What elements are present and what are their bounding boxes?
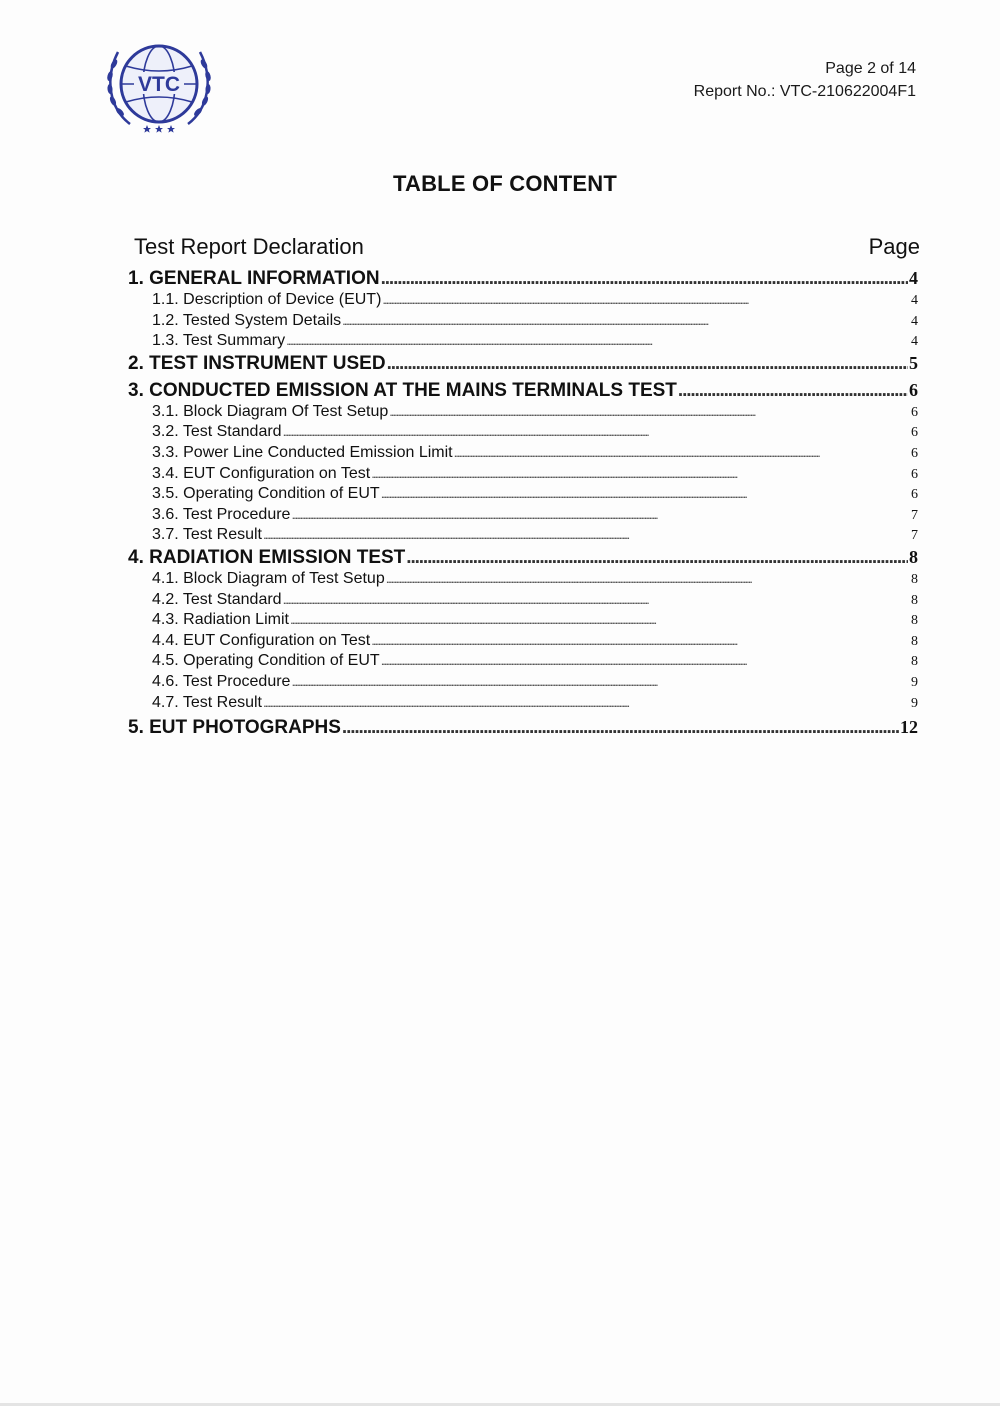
toc-item-label: 1.1. Description of Device (EUT) — [152, 291, 382, 308]
toc-item-page: 8 — [911, 654, 918, 670]
dot-leader — [389, 402, 910, 423]
toc-item-label: 4.7. Test Result — [152, 693, 262, 711]
toc-item[interactable] — [128, 525, 918, 546]
page-number: Page 2 of 14 — [825, 60, 916, 77]
dot-leader — [678, 379, 908, 402]
toc-item-page: 6 — [911, 466, 918, 482]
dot-leader — [381, 651, 910, 672]
dot-leader — [381, 267, 908, 290]
toc-item[interactable] — [128, 290, 918, 311]
toc-item-page: 7 — [911, 528, 918, 544]
toc-item[interactable] — [128, 631, 918, 652]
toc-item-page: 4 — [911, 334, 918, 350]
toc-item-page: 7 — [911, 507, 918, 523]
toc-item[interactable] — [128, 590, 918, 611]
toc-item-page: 6 — [911, 425, 918, 441]
report-number: Report No.: VTC-210622004F1 — [693, 83, 916, 100]
toc-section-page: 5 — [909, 352, 918, 373]
toc-item-label: 1.3. Test Summary — [152, 332, 286, 350]
dot-leader — [382, 290, 910, 311]
dot-leader — [371, 464, 910, 485]
toc-item-page: 4 — [911, 293, 918, 308]
toc-item[interactable] — [128, 311, 918, 332]
toc-item-page: 6 — [911, 487, 918, 503]
table-of-contents — [128, 267, 918, 739]
dot-leader — [342, 716, 899, 739]
toc-item-label: 4.3. Radiation Limit — [152, 611, 289, 629]
toc-section[interactable] — [128, 352, 918, 375]
toc-section-page: 8 — [909, 546, 918, 567]
toc-section-page: 4 — [909, 268, 918, 288]
toc-item-label: 4.5. Operating Condition of EUT — [152, 652, 380, 670]
toc-item-label: 4.6. Test Procedure — [152, 672, 291, 690]
toc-section-label: 5. EUT PHOTOGRAPHS — [128, 717, 341, 739]
dot-leader — [283, 422, 910, 443]
toc-item-page: 6 — [911, 404, 918, 420]
toc-item-label: 3.4. EUT Configuration on Test — [152, 464, 371, 482]
dot-leader — [283, 590, 910, 611]
toc-item[interactable] — [128, 484, 918, 505]
dot-leader — [263, 525, 910, 546]
dot-leader — [291, 505, 910, 526]
toc-section-label: 3. CONDUCTED EMISSION AT THE MAINS TERMINALS TEST — [128, 379, 677, 401]
toc-item-page: 9 — [911, 695, 918, 711]
dot-leader — [263, 693, 910, 714]
toc-header — [134, 234, 920, 260]
toc-header-left: Test Report Declaration — [134, 234, 364, 259]
dot-leader — [387, 352, 908, 375]
dot-leader — [342, 311, 910, 332]
dot-leader — [371, 631, 910, 652]
star-icon — [143, 125, 175, 133]
toc-item-label: 4.1. Block Diagram of Test Setup — [152, 569, 385, 587]
toc-item-label: 3.3. Power Line Conducted Emission Limit — [152, 443, 453, 461]
toc-item[interactable] — [128, 651, 918, 672]
toc-header-right: Page — [868, 234, 920, 259]
toc-section-page: 12 — [900, 717, 918, 738]
toc-item[interactable] — [128, 422, 918, 443]
dot-leader — [386, 569, 910, 590]
toc-section-label: 4. RADIATION EMISSION TEST — [128, 546, 406, 568]
toc-section[interactable] — [128, 267, 918, 290]
toc-section-label: 1. GENERAL INFORMATION — [128, 268, 380, 289]
toc-item[interactable] — [128, 672, 918, 693]
toc-section[interactable] — [128, 546, 918, 569]
toc-item-label: 3.1. Block Diagram Of Test Setup — [152, 402, 389, 420]
toc-item[interactable] — [128, 443, 918, 464]
toc-item-label: 3.6. Test Procedure — [152, 505, 291, 523]
toc-item[interactable] — [128, 610, 918, 631]
toc-item-label: 3.5. Operating Condition of EUT — [152, 485, 380, 503]
toc-section[interactable] — [128, 379, 918, 402]
toc-item-page: 4 — [911, 313, 918, 329]
dot-leader — [290, 610, 910, 631]
dot-leader — [406, 546, 908, 569]
toc-item-label: 3.2. Test Standard — [152, 423, 282, 441]
toc-item-label: 1.2. Tested System Details — [152, 311, 342, 329]
toc-item-page: 8 — [911, 633, 918, 649]
toc-section-label: 2. TEST INSTRUMENT USED — [128, 352, 386, 374]
toc-item[interactable] — [128, 464, 918, 485]
toc-item[interactable] — [128, 331, 918, 352]
toc-item[interactable] — [128, 402, 918, 423]
toc-item-label: 4.4. EUT Configuration on Test — [152, 631, 371, 649]
toc-item-label: 3.7. Test Result — [152, 526, 262, 544]
page-title: TABLE OF CONTENT — [393, 171, 617, 196]
dot-leader — [454, 443, 910, 464]
dot-leader — [381, 484, 910, 505]
toc-section[interactable] — [128, 716, 918, 739]
toc-item-page: 8 — [911, 613, 918, 629]
page-header-meta — [694, 57, 916, 103]
toc-section-page: 6 — [909, 379, 918, 400]
dot-leader — [291, 672, 910, 693]
toc-item[interactable] — [128, 569, 918, 590]
toc-item[interactable] — [128, 505, 918, 526]
vtc-logo — [100, 34, 218, 134]
toc-item-page: 9 — [911, 674, 918, 690]
toc-item-label: 4.2. Test Standard — [152, 590, 282, 608]
logo-text: VTC — [138, 73, 180, 96]
toc-item[interactable] — [128, 693, 918, 714]
toc-item-page: 8 — [911, 571, 918, 587]
toc-item-page: 6 — [911, 445, 918, 461]
toc-item-page: 8 — [911, 592, 918, 608]
dot-leader — [286, 331, 910, 352]
